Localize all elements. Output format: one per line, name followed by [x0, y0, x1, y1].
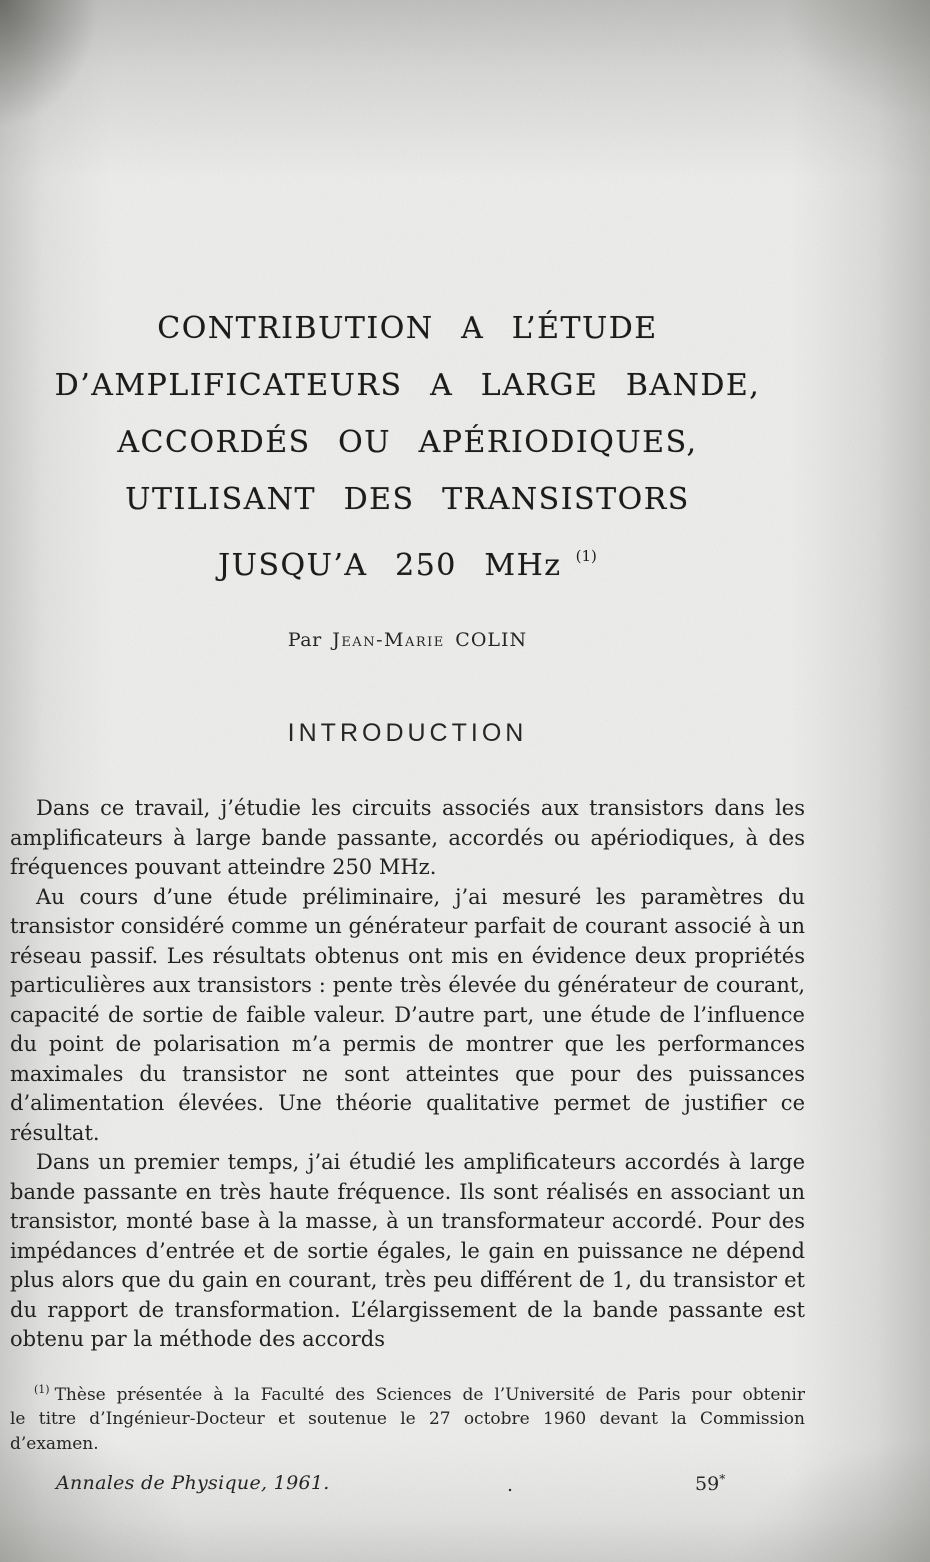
byline-prefix: Par: [287, 629, 322, 651]
footer-separator-dot: .: [507, 1474, 514, 1496]
page-number-value: 59: [695, 1473, 720, 1495]
page-number-asterisk: *: [719, 1472, 726, 1486]
footnote: [10, 1383, 805, 1457]
title-footnote-marker: (1): [575, 547, 597, 565]
byline: [10, 627, 805, 653]
page-footer: [10, 1472, 805, 1500]
title-line-4: UTILISANT DES TRANSISTORS: [125, 482, 690, 517]
footnote-marker: (1): [34, 1382, 50, 1396]
author-surname: COLIN: [455, 629, 528, 651]
page-content: [10, 0, 805, 1500]
footnote-text: Thèse présentée à la Faculté des Sciences de l’Université de Paris pour obtenir le titre d’Ingénieur-Docteur et soutenue le 27 octobre 1960 devant la Commission d’examen.: [10, 1384, 805, 1454]
title-line-1: CONTRIBUTION A L’ÉTUDE: [157, 311, 658, 346]
body-text: [10, 794, 805, 1355]
section-heading-introduction: INTRODUCTION: [287, 719, 528, 747]
title-line-5-text: JUSQU’A 250 MHz: [218, 548, 562, 583]
paragraph-3: Dans un premier temps, j’ai étudié les amplificateurs accordés à large bande passante en très haute fréquence. Ils sont réalisés en associant un transistor, monté base à la masse, à un transformateur accordé. Pour des impédances d’entrée et de sortie égales, le gain en puissance ne dépend plus alors que du gain en courant, très peu différent de 1, du transistor et du rapport de transformation. L’élargissement de la bande passante est obtenu par la méthode des accords: [10, 1150, 805, 1351]
title-line-3: ACCORDÉS OU APÉRIODIQUES,: [117, 425, 698, 460]
author-given-name: Jean-Marie: [332, 629, 445, 651]
paper-title: [10, 300, 805, 594]
title-line-2: D’AMPLIFICATEURS A LARGE BANDE,: [54, 368, 761, 403]
paragraph-2: Au cours d’une étude préliminaire, j’ai mesuré les paramètres du transistor considéré comme un générateur parfait de courant associé à un réseau passif. Les résultats obtenus ont mis en évidence deux propriétés particulières aux transistors : pente très élevée du générateur de courant, capacité de sortie de faible valeur. D’autre part, une étude de l’influence du point de polarisation m’a permis de montrer que les performances maximales du transistor ne sont atteintes que pour des puissances d’alimentation élevées. Une théorie qualitative permet de justifier ce résultat.: [10, 884, 805, 1145]
paragraph-1: Dans ce travail, j’étudie les circuits associés aux transistors dans les amplificateurs à large bande passante, accordés ou apériodiques, à des fréquences pouvant atteindre 250 MHz.: [10, 796, 805, 879]
title-line-5: [10, 528, 805, 594]
journal-line: Annales de Physique, 1961.: [56, 1472, 330, 1494]
page-number: [695, 1472, 725, 1495]
